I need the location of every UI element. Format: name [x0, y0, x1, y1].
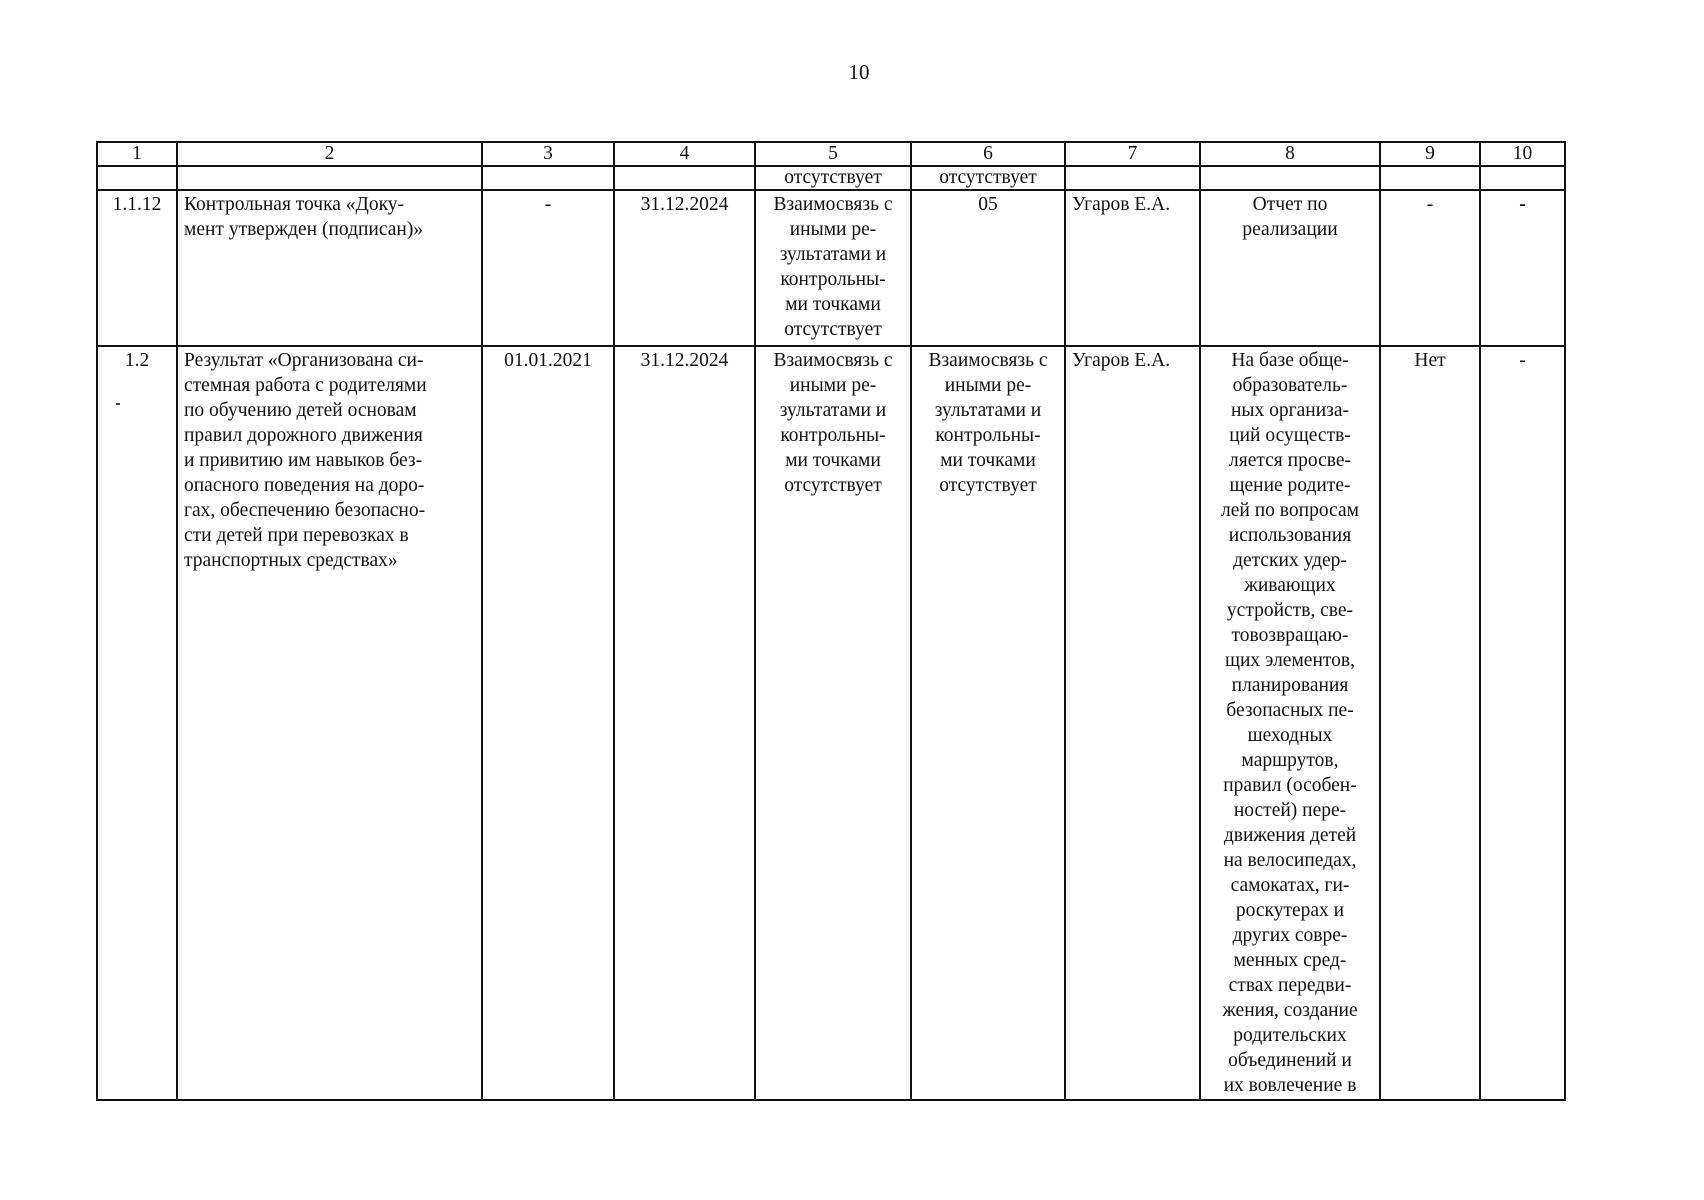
- row-links-other: 05: [911, 190, 1065, 346]
- continuation-links-other: отсутствует: [911, 166, 1065, 190]
- continuation-row: [97, 166, 1565, 190]
- column-header-7: 7: [1065, 142, 1200, 166]
- row-description: На базе обще- образователь- ных организа- ций осуществ- ляется просве- щение родите- лей по вопросам использования детских удер- живающих устройств, све- товозвращаю- щих элементов, планирования безопасных пе- шеходных маршрутов, правил (особен- ностей) пере- движения детей на велосипедах, самокатах, ги- роскутерах и других совре- менных сред- ствах передви- жения, создание родительских объединений и их вовлечение в: [1200, 346, 1380, 1100]
- row-responsible: Угаров Е.А.: [1065, 190, 1200, 346]
- table-row: [97, 190, 1565, 346]
- row-links-other: Взаимосвязь с иными ре- зультатами и контрольны- ми точками отсутствует: [911, 346, 1065, 1100]
- cell-empty: [1480, 166, 1565, 190]
- row-name: Результат «Организована си- стемная работа с родителями по обучению детей основам правил дорожного движения и привитию им навыков без- опасного поведения на доро- гах, обеспечению безопасно- сти детей при перевозках в транспортных средствах»: [177, 346, 482, 1100]
- row-col9: -: [1380, 190, 1480, 346]
- cell-empty: [1380, 166, 1480, 190]
- row-end-date: 31.12.2024: [614, 190, 755, 346]
- table-row: [97, 346, 1565, 1100]
- column-header-5: 5: [755, 142, 911, 166]
- column-header-10: 10: [1480, 142, 1565, 166]
- column-number-row: [97, 142, 1565, 166]
- continuation-links-results: отсутствует: [755, 166, 911, 190]
- row-name: Контрольная точка «Доку- мент утвержден (подписан)»: [177, 190, 482, 346]
- row-end-date: 31.12.2024: [614, 346, 755, 1100]
- column-header-3: 3: [482, 142, 614, 166]
- row-start-date: 01.01.2021: [482, 346, 614, 1100]
- column-header-8: 8: [1200, 142, 1380, 166]
- row-id: 1.1.12: [97, 190, 177, 346]
- page-number: 10: [848, 60, 870, 84]
- column-header-4: 4: [614, 142, 755, 166]
- column-header-6: 6: [911, 142, 1065, 166]
- row-description: Отчет по реализации: [1200, 190, 1380, 346]
- row-id: 1.2: [97, 346, 177, 1100]
- project-plan-table: [96, 141, 1566, 1101]
- row-col9: Нет: [1380, 346, 1480, 1100]
- cell-empty: [177, 166, 482, 190]
- column-header-2: 2: [177, 142, 482, 166]
- column-header-1: 1: [97, 142, 177, 166]
- row-start-date: -: [482, 190, 614, 346]
- cell-empty: [482, 166, 614, 190]
- row-links-results: Взаимосвязь с иными ре- зультатами и контрольны- ми точками отсутствует: [755, 346, 911, 1100]
- column-header-9: 9: [1380, 142, 1480, 166]
- cell-empty: [97, 166, 177, 190]
- cell-empty: [1200, 166, 1380, 190]
- cell-empty: [614, 166, 755, 190]
- row-links-results: Взаимосвязь с иными ре- зультатами и контрольны- ми точками отсутствует: [755, 190, 911, 346]
- row-col10: -: [1480, 190, 1565, 346]
- cell-empty: [1065, 166, 1200, 190]
- row-responsible: Угаров Е.А.: [1065, 346, 1200, 1100]
- row-col10: -: [1480, 346, 1565, 1100]
